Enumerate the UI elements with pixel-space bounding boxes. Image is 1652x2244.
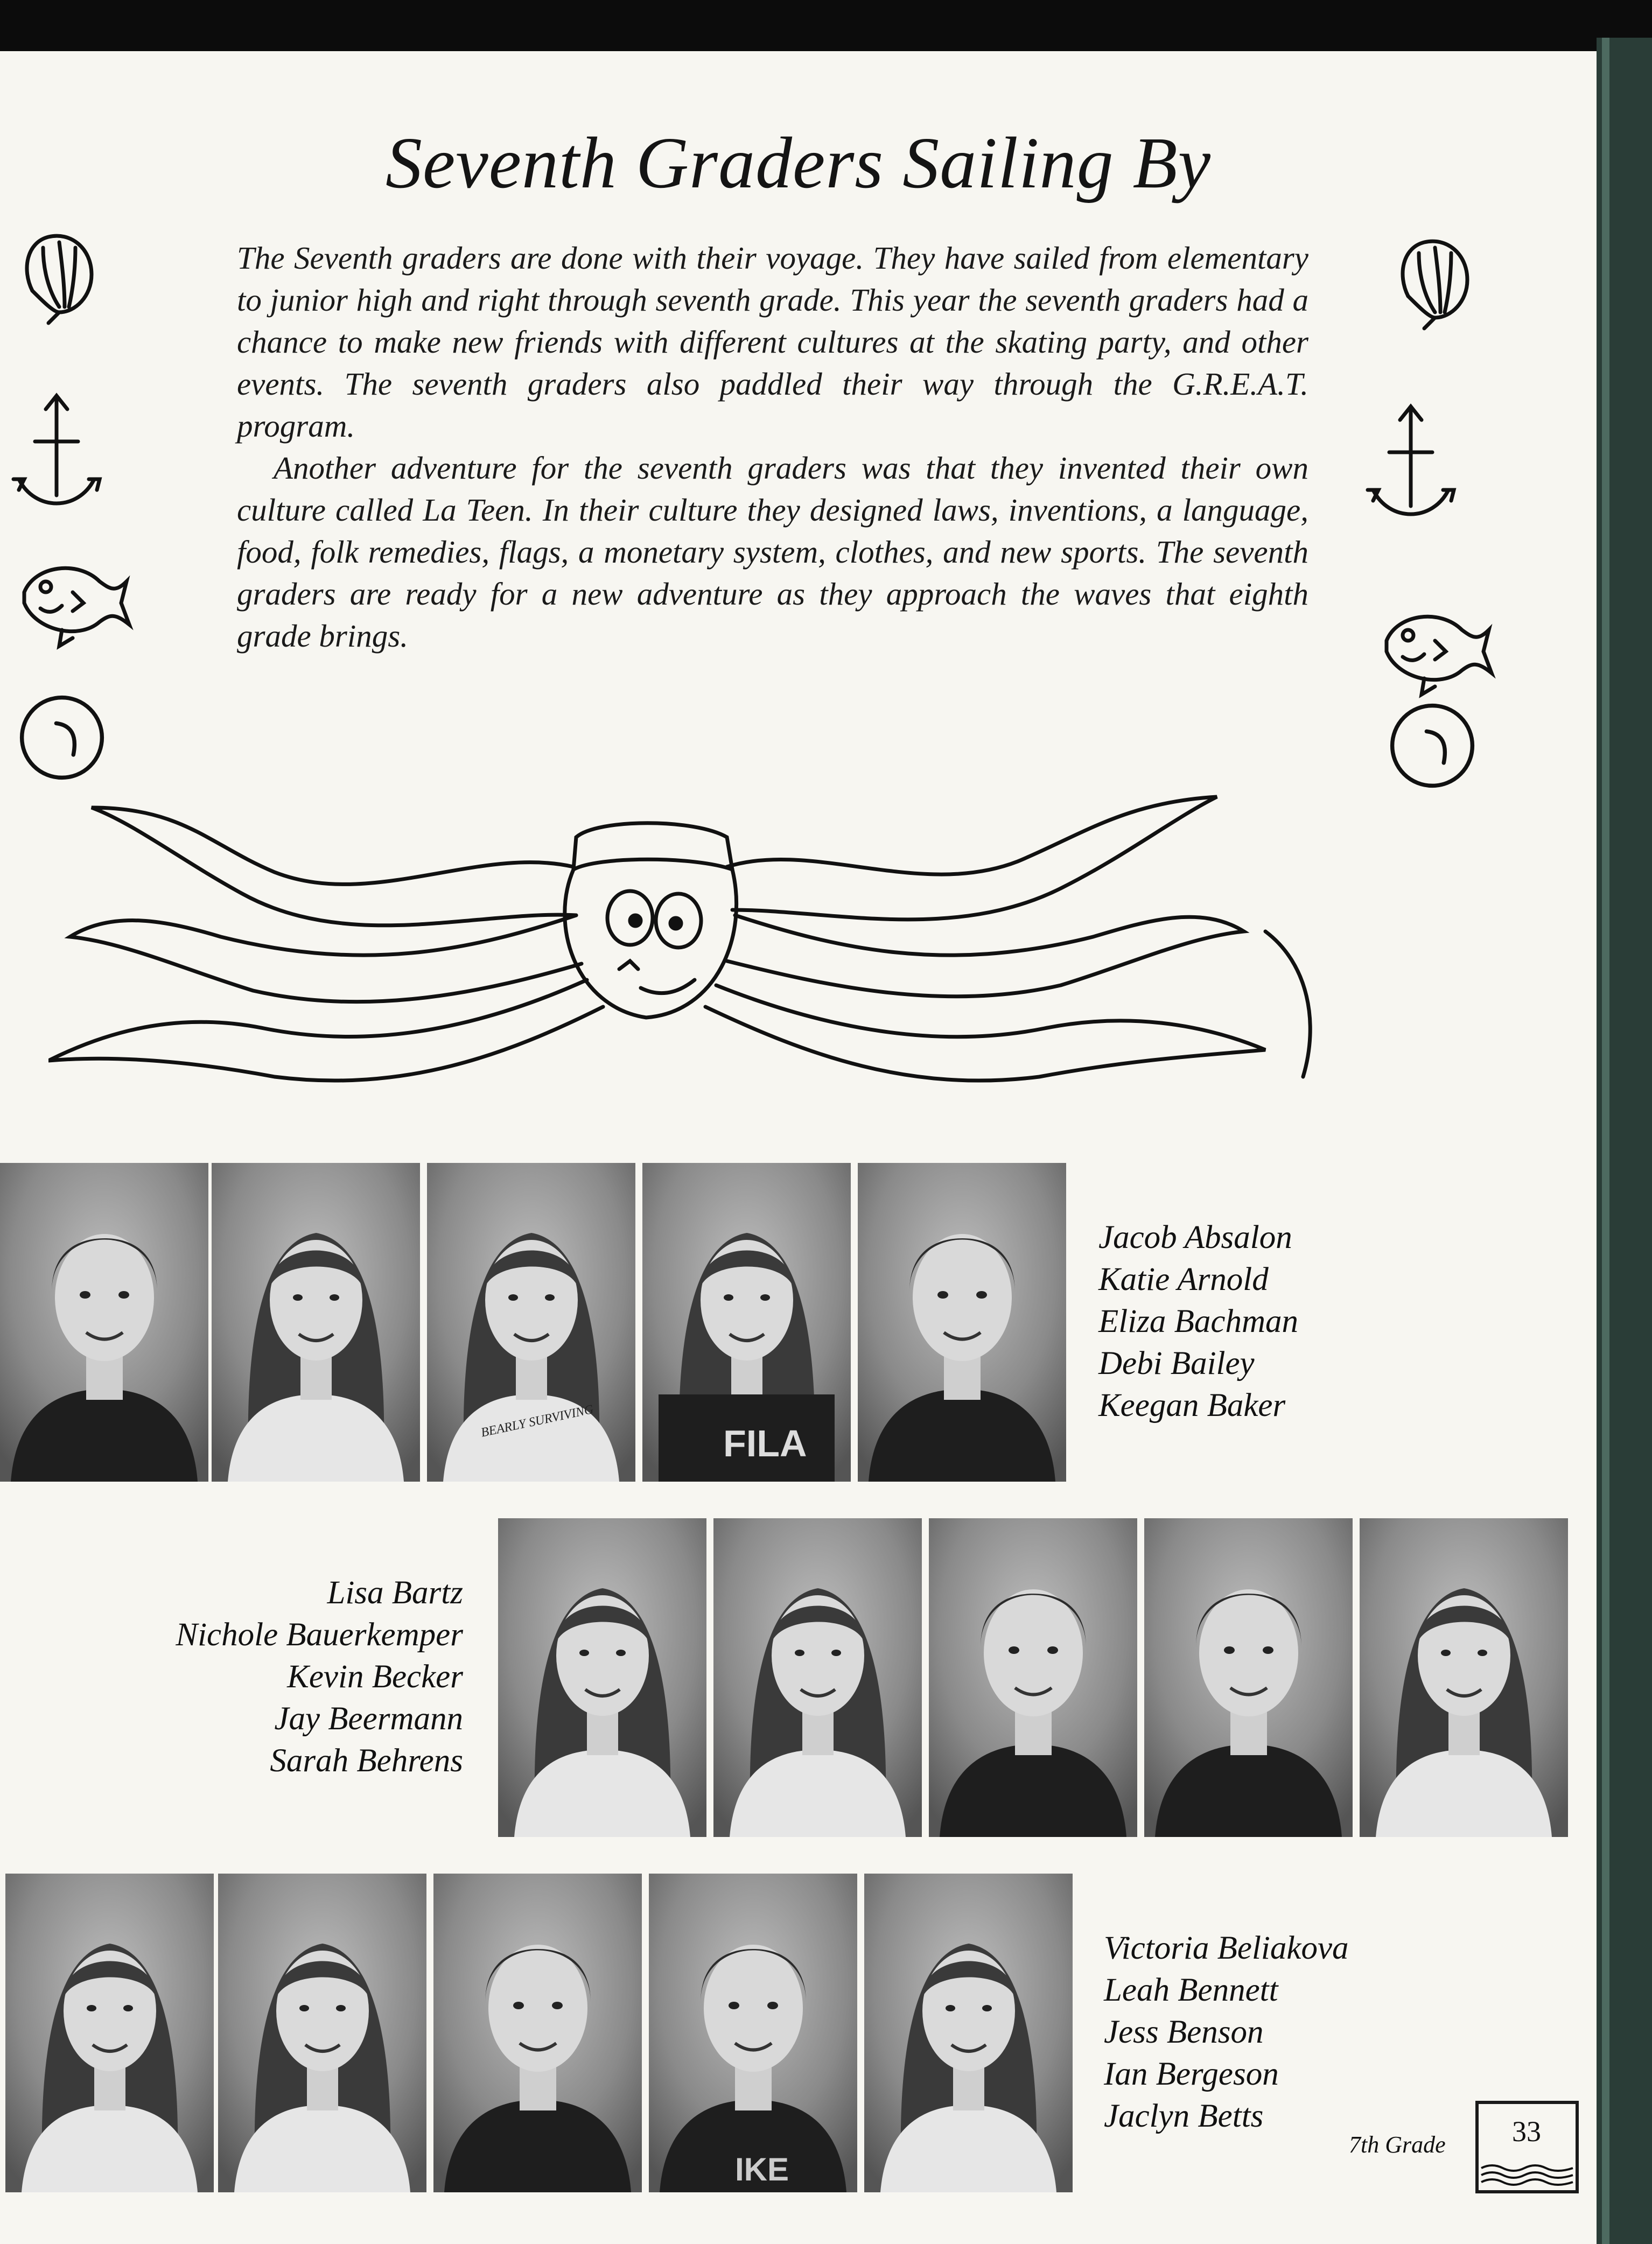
student-photo [713,1518,922,1837]
student-photo [433,1874,642,2192]
student-name: Jacob Absalon [1098,1219,1292,1256]
student-name: Keegan Baker [1098,1387,1286,1423]
shirt-text: IKE [735,2151,789,2187]
student-name: Jay Beermann [274,1701,463,1737]
student-name: Eliza Bachman [1098,1303,1299,1340]
name-list-row-3 [1104,1927,1349,2137]
student-photo [427,1163,635,1482]
student-name: Sarah Behrens [270,1743,463,1779]
student-photo [642,1163,851,1482]
fish-icon [8,544,135,651]
student-photo [212,1163,420,1482]
shirt-text: FILA [723,1422,807,1464]
shell-icon [11,226,108,334]
student-photo [1144,1518,1353,1837]
shirt-text: BEARLY SURVIVING [479,1402,595,1440]
anchor-icon [1362,398,1465,528]
student-photo [929,1518,1137,1837]
name-list-row-1 [1098,1217,1298,1427]
page-title: Seventh Graders Sailing By [385,123,1212,204]
section-label: 7th Grade [1349,2131,1446,2158]
student-name: Jaclyn Betts [1104,2098,1264,2134]
student-photo [218,1874,426,2192]
page-number: 33 [1512,2115,1541,2148]
student-photo [498,1518,706,1837]
student-photo [864,1874,1073,2192]
anchor-icon [8,388,110,517]
student-photo [649,1874,857,2192]
student-name: Lisa Bartz [327,1575,463,1611]
wave-icon [1479,2160,1576,2187]
bubble-icon [1387,700,1478,791]
student-name: Jess Benson [1104,2014,1264,2050]
student-name: Debi Bailey [1098,1345,1255,1382]
student-name: Victoria Beliakova [1104,1930,1349,1966]
student-name: Kevin Becker [287,1659,463,1695]
fish-icon [1370,592,1497,700]
name-list-row-2 [86,1572,463,1782]
student-photo [5,1874,214,2192]
student-photo [0,1163,208,1482]
intro-paragraph: The Seventh graders are done with their voyage. They have sailed from elementary to junior high and right through seventh grade. This year the seventh graders had a chance to make new friends with different cultures at the skating party, and other events. The seventh graders also paddled their way through the G.R.E.A.T. program. [237,240,1308,444]
second-paragraph: Another adventure for the seventh graders was that they invented their own culture called La Teen. In their culture they designed laws, inventions, a language, food, folk remedies, flags, a monetary system, clothes, and new sports. The seventh graders are ready for a new adventure as they approach the waves that eighth grade brings. [237,450,1308,654]
student-photo [858,1163,1066,1482]
shell-icon [1387,232,1483,339]
student-name: Leah Bennett [1104,1972,1278,2008]
octopus-drawing [48,775,1352,1109]
book-cover-edge [1597,38,1652,2244]
student-photo [1360,1518,1568,1837]
bubble-icon [16,692,108,783]
student-name: Ian Bergeson [1104,2056,1279,2092]
student-name: Nichole Bauerkemper [176,1617,463,1653]
student-name: Katie Arnold [1098,1261,1269,1298]
